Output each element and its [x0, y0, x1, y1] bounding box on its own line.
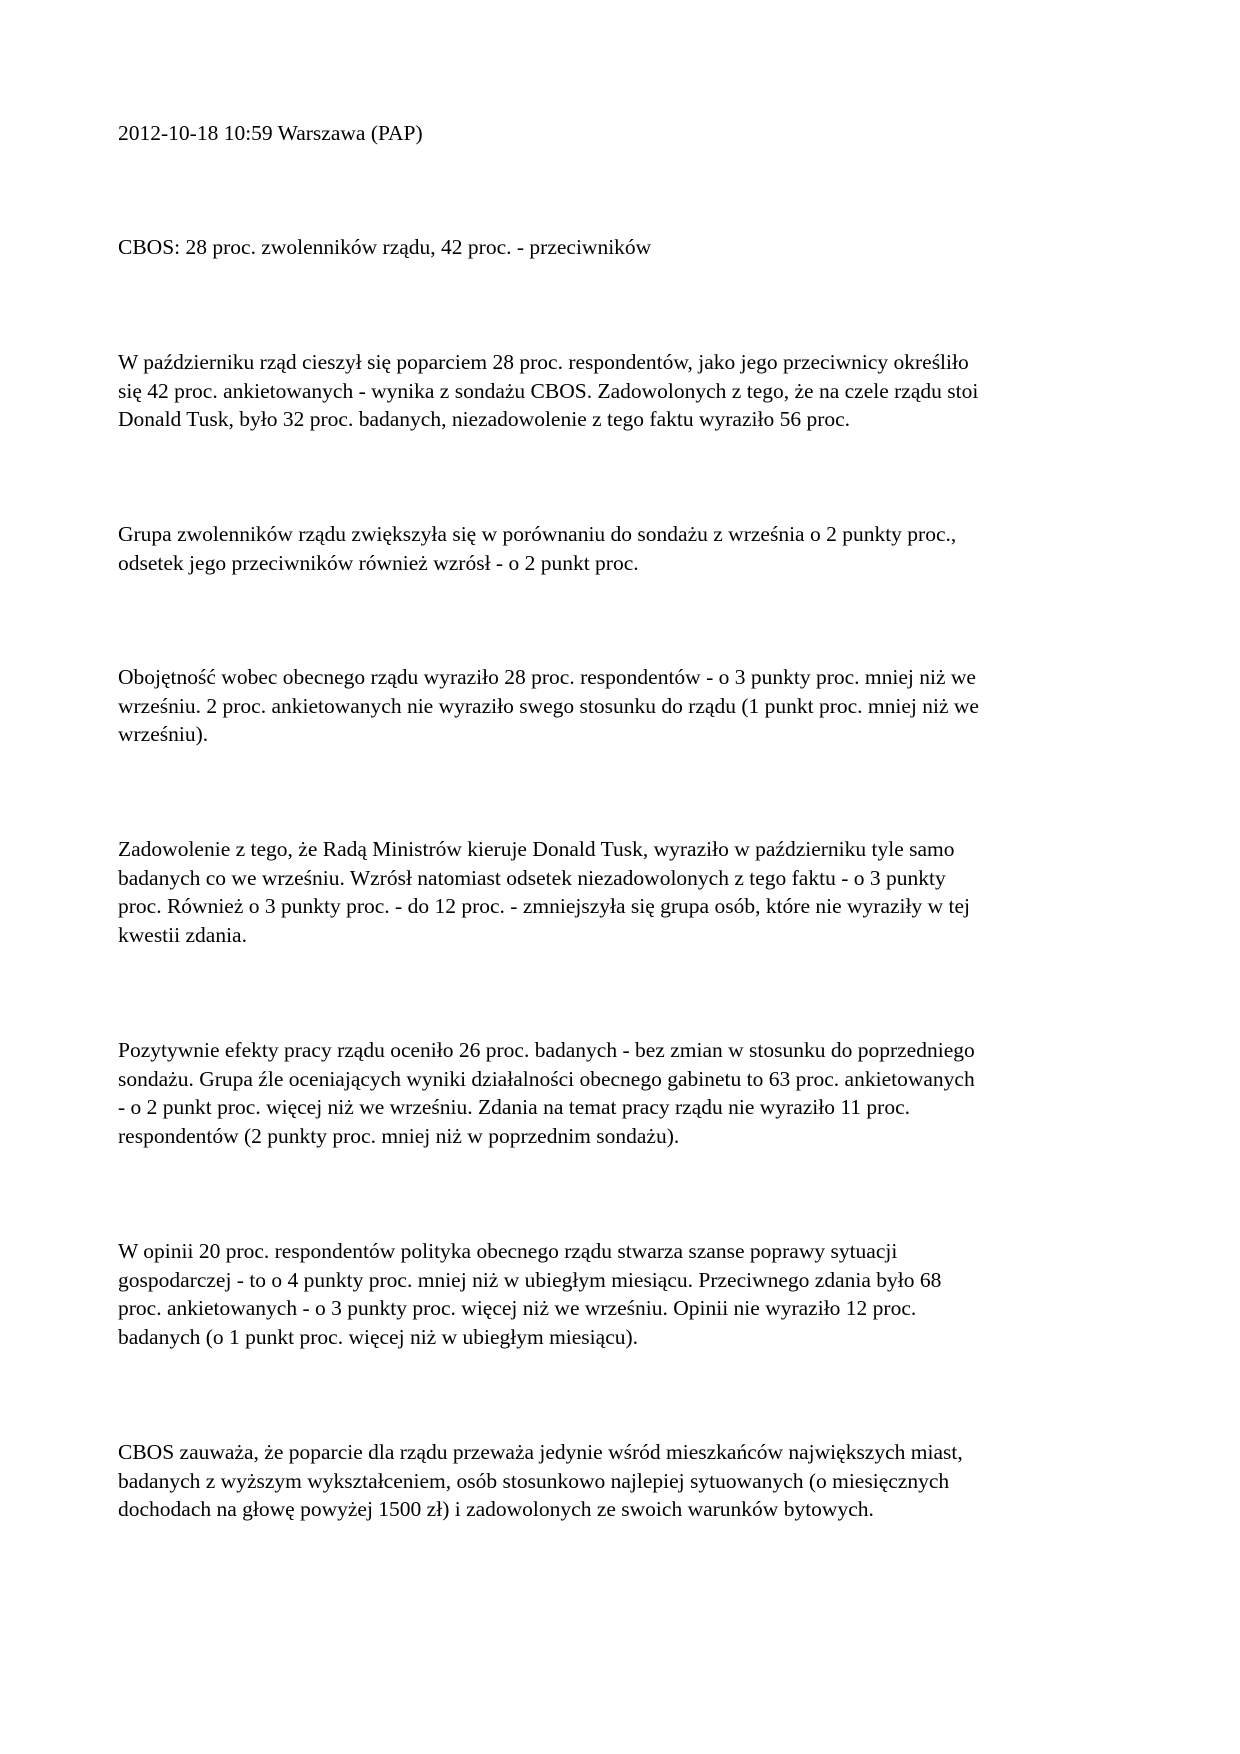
paragraph: Grupa zwolenników rządu zwiększyła się w porównaniu do sondażu z września o 2 punkty proc., odsetek jego przeciwników również wzrósł - o 2 punkt proc.: [118, 522, 957, 575]
paragraph: W październiku rząd cieszył się poparciem 28 proc. respondentów, jako jego przeciwnicy określiło się 42 proc. ankietowanych - wynika z sondażu CBOS. Zadowolonych z tego, że na czele rządu stoi Donald Tusk, było 32 proc. badanych, niezadowolenie z tego faktu wyraziło 56 proc.: [118, 350, 979, 432]
paragraph: Zadowolenie z tego, że Radą Ministrów kieruje Donald Tusk, wyraziło w październiku tyle samo badanych co we wrześniu. Wzrósł natomiast odsetek niezadowolonych z tego faktu - o 3 punkty proc. Również o 3 punkty proc. - do 12 proc. - zmniejszyła się grupa osób, które nie wyraziły w tej kwestii zdania.: [118, 837, 971, 948]
paragraph: W opinii 20 proc. respondentów polityka obecnego rządu stwarza szanse poprawy sytuacji gospodarczej - to o 4 punkty proc. mniej niż w ubiegłym miesiącu. Przeciwnego zdania było 68 proc. ankietowanych - o 3 punkty proc. więcej niż we wrześniu. Opinii nie wyraziło 12 proc. badanych (o 1 punkt proc. więcej niż w ubiegłym miesiącu).: [118, 1239, 942, 1350]
paragraph: Pozytywnie efekty pracy rządu oceniło 26 proc. badanych - bez zmian w stosunku do poprzedniego sondażu. Grupa źle oceniających wyniki działalności obecnego gabinetu to 63 proc. ankietowanych - o 2 punkt proc. więcej niż we wrześniu. Zdania na temat pracy rządu nie wyraziło 11 proc. respondentów (2 punkty proc. mniej niż w poprzednim sondażu).: [118, 1038, 975, 1149]
paragraph: Obojętność wobec obecnego rządu wyraziło 28 proc. respondentów - o 3 punkty proc. mniej niż we wrześniu. 2 proc. ankietowanych nie wyraziło swego stosunku do rządu (1 punkt proc. mniej niż we wrześniu).: [118, 665, 979, 747]
paragraph: CBOS zauważa, że poparcie dla rządu przeważa jedynie wśród mieszkańców największych miast, badanych z wyższym wykształceniem, osób stosunkowo najlepiej sytuowanych (o miesięcznych dochodach na głowę powyżej 1500 zł) i zadowolonych ze swoich warunków bytowych.: [118, 1440, 963, 1522]
headline: CBOS: 28 proc. zwolenników rządu, 42 proc. - przeciwników: [118, 235, 652, 259]
dateline: 2012-10-18 10:59 Warszawa (PAP): [118, 121, 423, 145]
